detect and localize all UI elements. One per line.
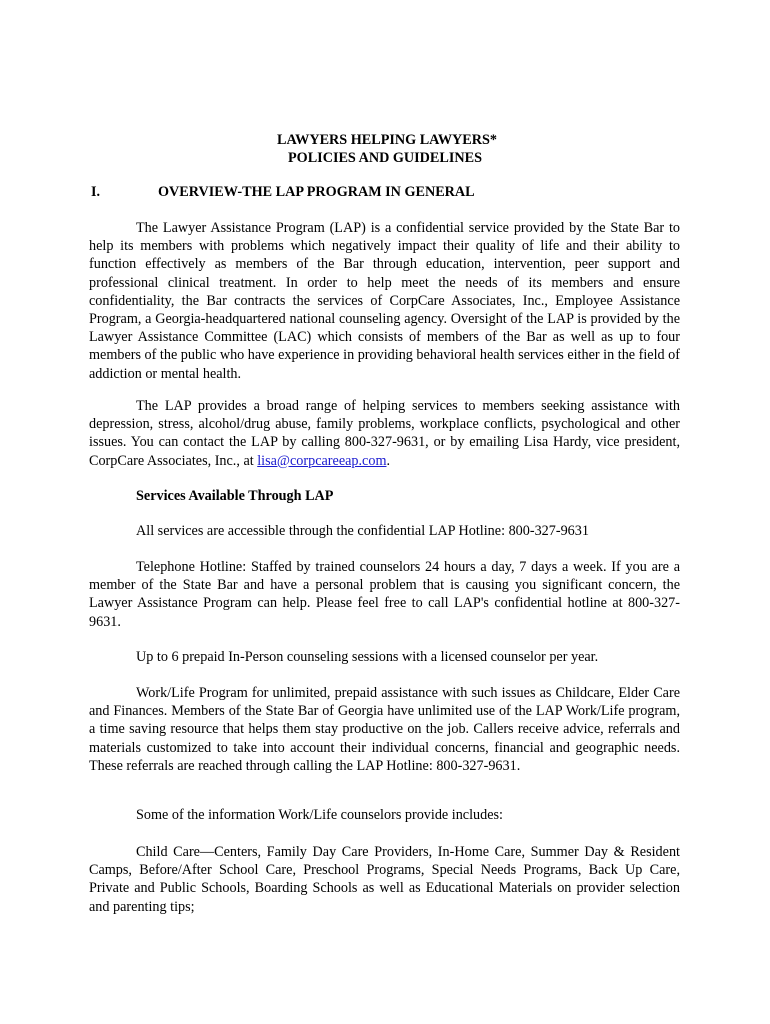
paragraph-work-life-program: Work/Life Program for unlimited, prepaid assistance with such issues as Childcare, Elder Care and Finances. Members of the State Bar of Georgia have unlimited use of the LAP Work/Life program, a time saving resource that helps them stay productive on the job. Callers receive advice, referrals and materials customized to take into account their individual concerns, financial and geographic needs. These referrals are reached through calling the LAP Hotline: 800-327-9631. [89, 685, 680, 774]
paragraph-text: The LAP provides a broad range of helping services to members seeking assistance with depression, stress, alcohol/drug abuse, family problems, workplace conflicts, psychological and other issues. You can contact the LAP by calling 800-327-9631, or by emailing Lisa Hardy, vice president, CorpCare Associates, Inc., at [89, 398, 680, 469]
title-line-2: POLICIES AND GUIDELINES [288, 150, 482, 166]
paragraph-lap-overview: The Lawyer Assistance Program (LAP) is a confidential service provided by the State Bar to help its members with problems which negatively impact their quality of life and their ability to function effectively as members of the Bar through education, intervention, peer support and professional clinical treatment. In order to help meet the needs of its members and ensure confidentiality, the Bar contracts the services of CorpCare Associates, Inc., Employee Assistance Program, a Georgia-headquartered national counseling agency. Oversight of the LAP is provided by the Lawyer Assistance Committee (LAC) which consists of members of the Bar as well as up to four members of the public who have experience in providing behavioral health services either in the field of addiction or mental health. [89, 220, 680, 382]
paragraph-lap-services [89, 397, 680, 470]
paragraph-text-end: . [386, 452, 391, 469]
section-heading-text: OVERVIEW-THE LAP PROGRAM IN GENERAL [158, 184, 475, 200]
section-number: I. [91, 184, 101, 200]
paragraph-work-life-info: Some of the information Work/Life counselors provide includes: [136, 807, 503, 823]
title-line-1: LAWYERS HELPING LAWYERS* [277, 132, 497, 148]
paragraph-hotline-access: All services are accessible through the confidential LAP Hotline: 800-327-9631 [136, 523, 589, 539]
document-title [0, 131, 770, 167]
services-heading: Services Available Through LAP [136, 488, 334, 504]
paragraph-telephone-hotline: Telephone Hotline: Staffed by trained counselors 24 hours a day, 7 days a week. If you are a member of the State Bar and have a personal problem that is causing you significant concern, the Lawyer Assistance Program can help. Please feel free to call LAP's confidential hotline at 800-327-9631. [89, 559, 680, 630]
paragraph-counseling-sessions: Up to 6 prepaid In-Person counseling sessions with a licensed counselor per year. [136, 649, 599, 665]
email-link[interactable]: lisa@corpcareeap.com [257, 452, 387, 469]
paragraph-child-care: Child Care—Centers, Family Day Care Providers, In-Home Care, Summer Day & Resident Camps, Before/After School Care, Preschool Programs, Special Needs Programs, Back Up Care, Private and Public Schools, Boarding Schools as well as Educational Materials on provider selection and parenting tips; [89, 844, 680, 915]
